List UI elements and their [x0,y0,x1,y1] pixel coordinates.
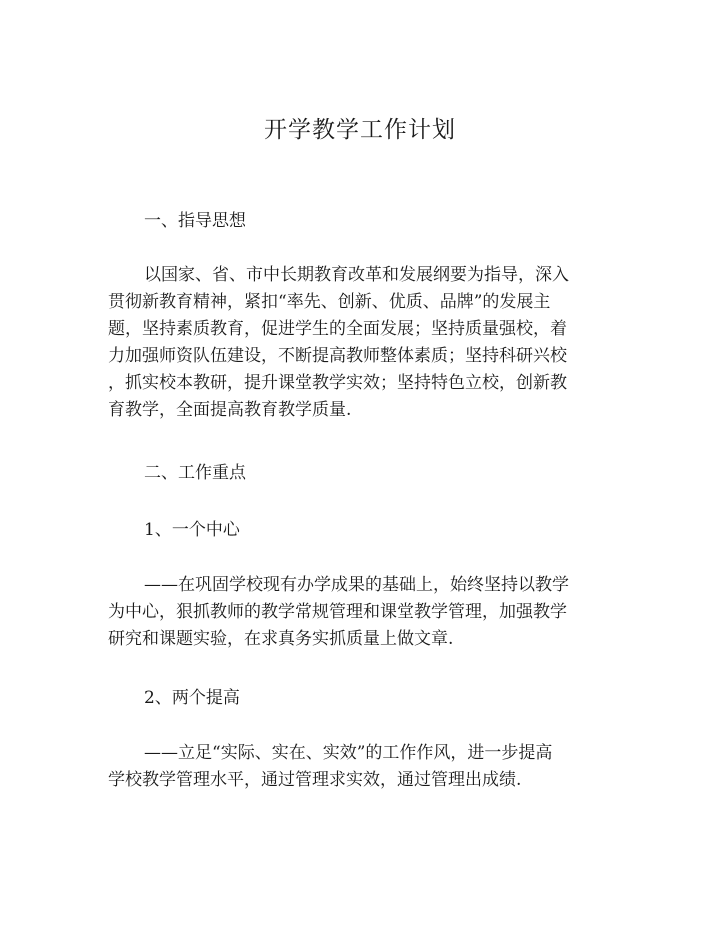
document-title: 开学教学工作计划 [264,117,456,143]
paragraph-line: 贯彻新教育精神，紧扣“率先、创新、优质、品牌”的发展主 [108,292,551,312]
paragraph-line: 育教学，全面提高教育教学质量. [108,400,352,420]
subsection-heading-center: 1、一个中心 [144,520,240,540]
paragraph-improve [108,740,618,794]
section-heading-guiding: 一、指导思想 [144,211,246,231]
paragraph-line: ，抓实校本教研，提升课堂教学实效；坚持特色立校，创新教 [108,373,567,393]
paragraph-line: 研究和课题实验，在求真务实抓质量上做文章. [108,629,454,649]
paragraph-center [108,572,618,653]
paragraph-line: 力加强师资队伍建设，不断提高教师整体素质；坚持科研兴校 [108,346,567,366]
section-heading-focus: 二、工作重点 [144,463,246,483]
subsection-heading-improve: 2、两个提高 [144,688,240,708]
paragraph-line: ——立足“实际、实在、实效”的工作作风，进一步提高 [144,743,553,763]
paragraph-line: ——在巩固学校现有办学成果的基础上，始终坚持以教学 [144,575,569,595]
paragraph-line: 题，坚持素质教育，促进学生的全面发展；坚持质量强校，着 [108,319,567,339]
paragraph-line: 以国家、省、市中长期教育改革和发展纲要为指导，深入 [144,265,569,285]
paragraph-line: 学校教学管理水平，通过管理求实效，通过管理出成绩. [108,770,522,790]
paragraph-guiding [108,262,618,424]
paragraph-line: 为中心，狠抓教师的教学常规管理和课堂教学管理，加强教学 [108,602,567,622]
